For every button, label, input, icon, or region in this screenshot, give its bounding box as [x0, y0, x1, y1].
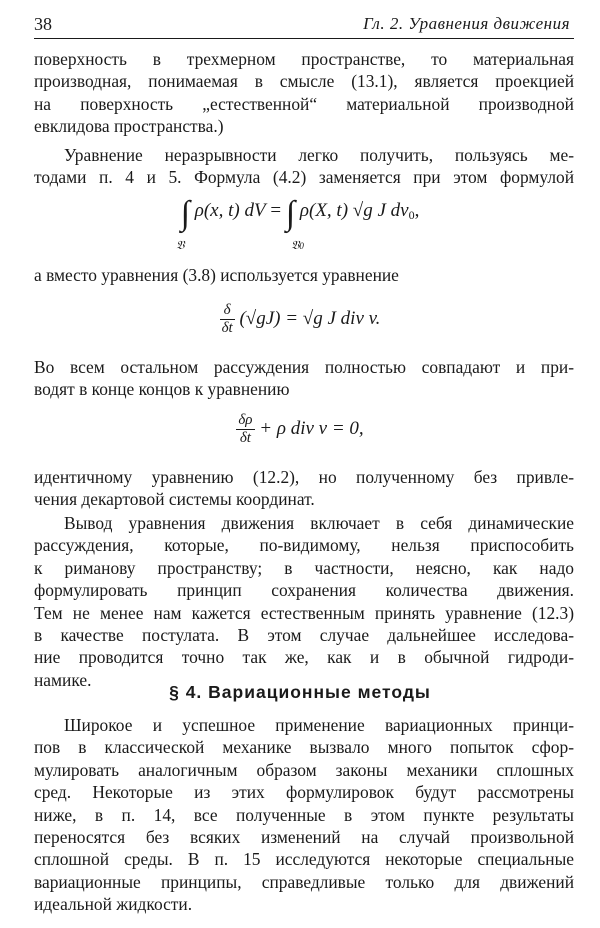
equation-2: [0, 302, 600, 342]
eq1-rhs-integrand: ρ(X, t) √g J dv: [299, 200, 409, 221]
eq3-rhs: + ρ div v = 0,: [259, 417, 364, 439]
text-line: а вместо уравнения (3.8) используется уравнение: [34, 265, 399, 285]
text-line: поверхность в трехмерном пространстве, то материальная: [34, 49, 574, 69]
text-line: к риманову пространству; в частности, неясно, как надо: [34, 557, 574, 578]
text-line: евклидова пространства.): [34, 116, 224, 137]
equals-sign: =: [270, 200, 286, 221]
text-line: вариационные принципы, справедливые только для движений: [34, 871, 574, 892]
eq2-fraction: [220, 302, 235, 337]
text-line: Вывод уравнения движения включает в себя динамические: [64, 513, 574, 533]
text-line: намике.: [34, 669, 92, 690]
paragraph-3: [34, 264, 574, 286]
paragraph-5: [34, 466, 574, 511]
eq1-lhs-integrand: ρ(x, t) dV: [194, 200, 266, 221]
paragraph-4: [34, 356, 574, 401]
eq3-fraction: [236, 412, 254, 447]
eq1-rhs-domain: 𝔙0: [291, 238, 304, 252]
text-line: Уравнение неразрывности легко получить, пользуясь ме-: [64, 145, 574, 165]
text-line: Широкое и успешное применение вариационных принци-: [64, 715, 574, 735]
eq1-lhs-domain: 𝔙: [176, 238, 185, 252]
text-line: тодами п. 4 и 5. Формула (4.2) заменяется при этом формулой: [34, 167, 574, 188]
page-number: 38: [34, 14, 52, 34]
text-line: водят в конце концов к уравнению: [34, 379, 290, 400]
text-line: в качестве постулата. В этом случае дальнейшее исследова-: [34, 625, 574, 646]
paragraph-6: [34, 512, 574, 691]
text-line: производная, понимаемая в смысле (13.1), является проекцией: [34, 71, 574, 92]
text-line: рассуждения, которые, по-видимому, нельзя приспособить: [34, 535, 574, 556]
text-line: ние проводится точно так же, как и в обычной гидроди-: [34, 647, 574, 668]
paragraph-7: [34, 714, 574, 916]
eq1-rhs-subscript: 0: [408, 208, 415, 222]
text-line: формулировать принцип сохранения количества движения.: [34, 580, 574, 601]
eq2-lhs: (√gJ): [239, 307, 281, 329]
text-line: на поверхность „естественной“ материальной производной: [34, 93, 574, 114]
text-line: идентичному уравнению (12.2), но полученному без привле-: [34, 467, 574, 487]
text-line: идеальной жидкости.: [34, 894, 193, 915]
text-line: мулировать аналогичным образом законы механики сплошных: [34, 759, 574, 780]
text-line: ниже, в п. 14, все полученные в этом пункте результаты: [34, 804, 574, 825]
text-line: сред. Некоторые из этих формулировок будут рассмотрены: [34, 782, 574, 803]
page-header: [34, 14, 574, 39]
eq3-denominator: δt: [239, 430, 251, 446]
text-line: переносятся без всяких изменений на случай произвольной: [34, 827, 574, 848]
equation-3: [0, 412, 600, 452]
section-heading: § 4. Вариационные методы: [169, 682, 431, 702]
eq2-numerator: δ: [220, 302, 235, 320]
eq2-denominator: δt: [221, 320, 233, 336]
eq3-numerator: δρ: [238, 412, 253, 428]
paragraph-1: [34, 48, 574, 138]
text-line: сплошной среды. В п. 15 исследуются некоторые специальные: [34, 849, 574, 870]
text-line: чения декартовой системы координат.: [34, 489, 315, 510]
integral-sign: ∫: [285, 195, 296, 232]
running-title: Гл. 2. Уравнения движения: [363, 14, 570, 33]
text-line: пов в классической механике вызвало много попыток сфор-: [34, 737, 574, 758]
paragraph-2: [34, 144, 574, 189]
eq1-tail: ,: [414, 200, 420, 221]
integral-sign: ∫: [180, 195, 190, 232]
text-line: Во всем остальном рассуждения полностью совпадают и при-: [34, 357, 574, 377]
eq2-rhs: = √g J div v.: [285, 307, 381, 329]
text-line: Тем не менее нам кажется естественным принять уравнение (12.3): [34, 602, 574, 623]
